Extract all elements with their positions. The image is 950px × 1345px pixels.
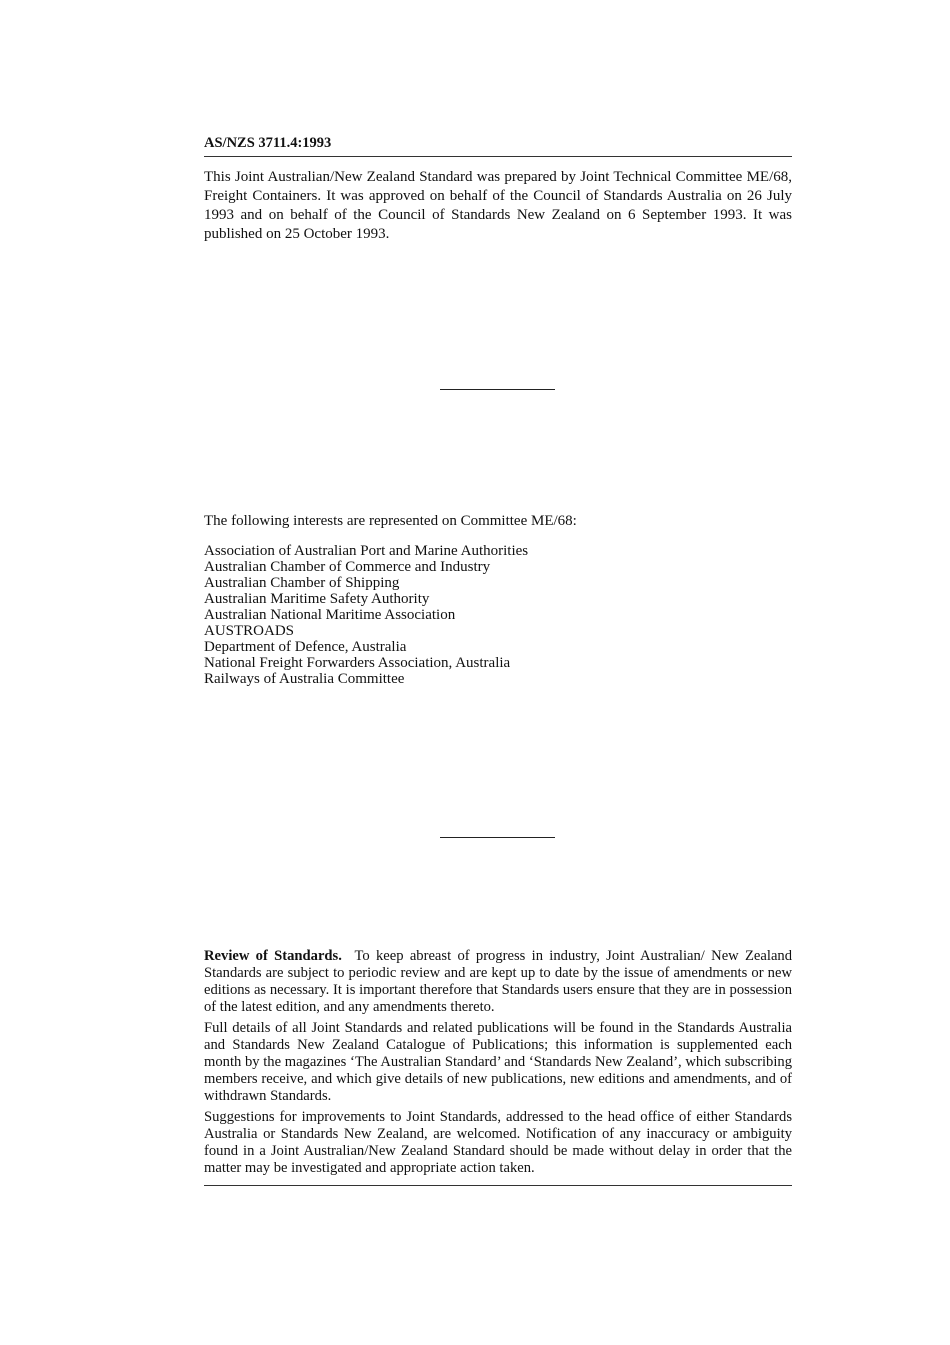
section-divider-2 [440,837,555,838]
list-item: AUSTROADS [204,623,295,639]
review-of-standards-section [204,948,792,1186]
review-text-1: To keep abreast of progress in industry, Joint Australian/ New Zealand Standards are subject to periodic review and are kept up to date by the issue of amendments or new editions as necessary. It is important therefore that Standards users ensure that they are in possession of the latest edition, and any amendments thereto. [204,948,793,1015]
section-divider-1 [440,389,555,390]
preparation-statement: This Joint Australian/New Zealand Standard was prepared by Joint Technical Committee ME/68, Freight Containers. It was approved on behalf of the Council of Standards Australia on 26 July 1993 and on behalf of the Council of Standards New Zealand on 6 September 1993. It was published on 25 October 1993. [204,169,792,242]
list-item: Railways of Australia Committee [204,671,405,687]
interests-intro: The following interests are represented on Committee ME/68: [204,513,577,529]
committee-members-list [204,543,792,687]
list-item: Australian National Maritime Association [204,607,456,623]
list-item: Australian Maritime Safety Authority [204,591,430,607]
list-item: National Freight Forwarders Association, Australia [204,655,511,671]
standard-identifier: AS/NZS 3711.4:1993 [204,135,792,157]
list-item: Department of Defence, Australia [204,639,407,655]
review-paragraph-2: Full details of all Joint Standards and related publications will be found in the Standards Australia and Standards New Zealand Catalogue of Publications; this information is supplemented each month by the magazines ‘The Australian Standard’ and ‘Standards New Zealand’, which subscribing members receive, and which give details of new publications, new editions and amendments, and of withdrawn Standards. [204,1020,792,1104]
list-item: Australian Chamber of Commerce and Industry [204,559,491,575]
review-paragraph-1 [204,948,792,1016]
review-heading: Review of Standards. [204,948,342,964]
review-paragraph-3: Suggestions for improvements to Joint Standards, addressed to the head office of either Standards Australia or Standards New Zealand, are welcomed. Notification of any inaccuracy or ambiguity found in a Joint Australian/New Zealand Standard should be made without delay in order that the matter may be investigated and appropriate action taken. [204,1109,792,1176]
list-item: Association of Australian Port and Marine Authorities [204,543,529,559]
list-item: Australian Chamber of Shipping [204,575,400,591]
